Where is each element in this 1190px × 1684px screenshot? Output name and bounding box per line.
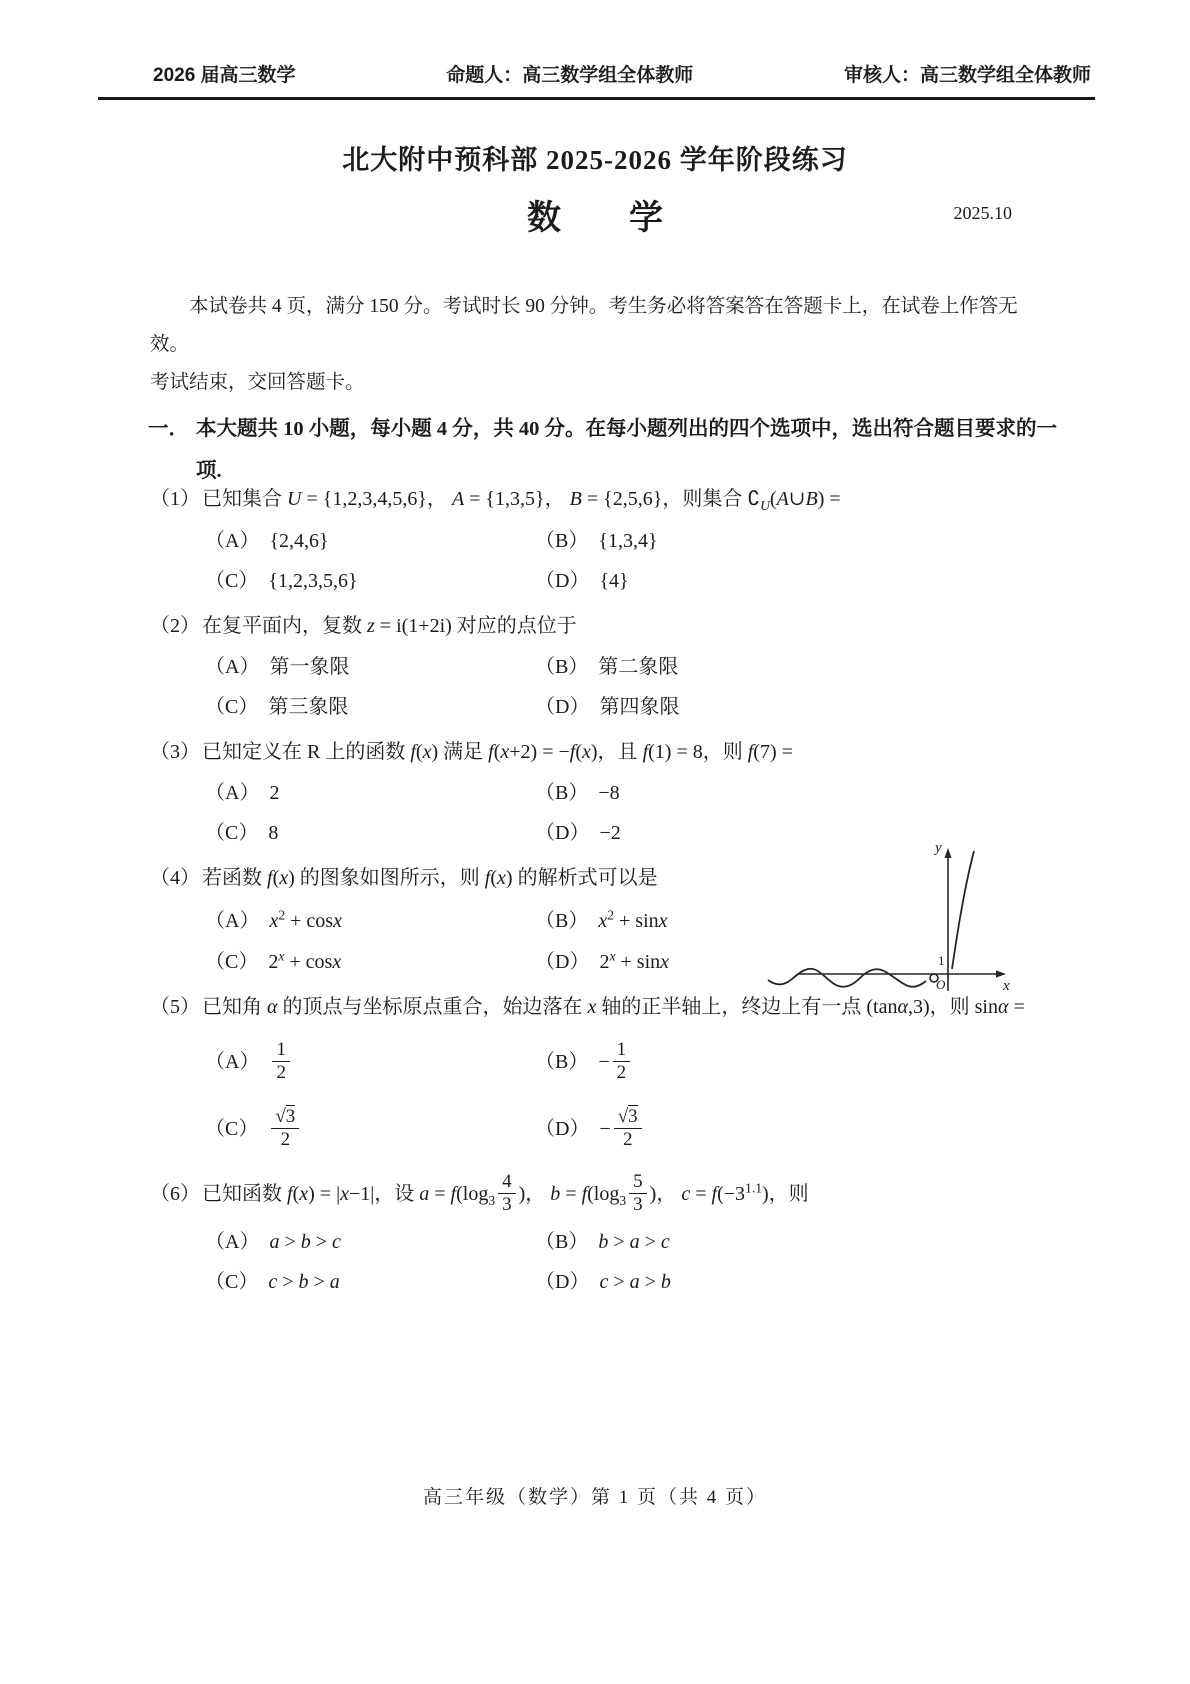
origin-label: O — [936, 977, 946, 992]
question-2-options — [150, 652, 1095, 723]
question-1-stem: （1） 已知集合 U = {1,2,3,4,5,6}， A = {1,3,5}， B = {2,5,6}，则集合 $∁_U(A\cup B)$ = — [150, 484, 1095, 516]
question-6-number: （6） — [150, 1182, 200, 1205]
question-5-options — [150, 1041, 1095, 1152]
q4-function-graph — [758, 839, 1013, 1004]
question-6 — [150, 1170, 1095, 1299]
question-6-stem: （6） 已知函数 f(x) = |x−1|，设 $a = f(\log_3$ $\frac{4}{3}$ )， $b = f(\log_3$ $\frac{5}{3}$ )， $c = f(-3^{1.1})$，则 — [150, 1170, 809, 1215]
question-4-stem: （4） 若函数 f(x) 的图象如图所示，则 f(x) 的解析式可以是 — [150, 863, 1095, 894]
x-axis-label: x — [1003, 978, 1010, 994]
question-3 — [150, 737, 1095, 849]
option-a: （A） a > b > c — [205, 1231, 341, 1254]
option-c: （C） 第三象限 — [205, 696, 349, 719]
option-b: （B） − $\frac{1}{2}$ — [535, 1041, 1095, 1086]
option-c: （C） c > b > a — [205, 1271, 340, 1294]
option-c: （C） 8 — [205, 822, 279, 845]
section-numeral: 一． — [148, 418, 189, 440]
curve-oscillation — [768, 969, 926, 987]
subject-title: 数 学 — [527, 200, 663, 237]
question-5-stem: （5） 已知角 α 的顶点与坐标原点重合，始边落在 x 轴的正半轴上，终边上有一点 (tanα,3)，则 sinα = — [150, 992, 1095, 1023]
option-a: （A） 2 — [205, 782, 280, 805]
header-center: 命题人：高三数学组全体教师 — [446, 65, 694, 86]
notice-line-1: 本试卷共 4 页，满分 150 分。考试时长 90 分钟。考生务必将答案答在答题卡上，在试卷上作答无效。 — [150, 296, 1018, 356]
header-right: 审核人：高三数学组全体教师 — [843, 65, 1091, 86]
option-b: （B） −8 — [535, 782, 620, 805]
option-b: （B） 第二象限 — [535, 656, 679, 679]
question-5-number: （5） — [150, 996, 200, 1019]
page-header — [98, 60, 1095, 100]
page-footer: 高三年级（数学）第 1 页（共 4 页） — [422, 1487, 767, 1508]
option-c: （C） {1,2,3,5,6} — [205, 570, 358, 593]
question-5 — [150, 992, 1095, 1152]
y-axis-label: y — [935, 840, 942, 856]
paper-date: 2025.10 — [953, 203, 1012, 223]
question-4-number: （4） — [150, 867, 200, 890]
exam-notice — [150, 288, 1050, 402]
question-3-number: （3） — [150, 741, 200, 764]
option-c: （C） $\frac{√3}{2}$ — [205, 1108, 535, 1153]
question-1-number: （1） — [150, 488, 200, 510]
option-a: （A） {2,4,6} — [205, 530, 329, 553]
option-a: （A） $x^2 + \cos x$ — [205, 907, 342, 932]
option-d: （D） $2^x + \sin x$ — [535, 948, 670, 974]
question-1-options — [150, 526, 1095, 597]
y-tick-1-label: 1 — [938, 953, 945, 968]
q4-figure-plot — [758, 839, 1013, 1004]
question-2-stem: （2） 在复平面内，复数 z = i(1+2i) 对应的点位于 — [150, 611, 1095, 642]
option-b: （B） b > a > c — [535, 1231, 670, 1254]
option-c: （C） $2^x + \cos x$ — [205, 948, 342, 974]
notice-line-2: 考试结束，交回答题卡。 — [150, 372, 365, 394]
question-2 — [150, 611, 1095, 723]
header-left: 2026 届高三数学 — [153, 65, 296, 86]
y-axis-arrow — [944, 848, 951, 858]
question-1 — [150, 484, 1095, 597]
section-one-heading — [148, 408, 1068, 492]
question-2-number: （2） — [150, 615, 200, 638]
paper-title: 北大附中预科部 2025-2026 学年阶段练习 — [342, 145, 848, 175]
section-text: 本大题共 10 小题，每小题 4 分，共 40 分。在每小题列出的四个选项中，选出符合题目要求的一项. — [196, 418, 1057, 483]
question-6-options — [150, 1227, 1095, 1298]
option-d: （D） − $\frac{√3}{2}$ — [535, 1108, 1095, 1153]
curve-exponential — [952, 851, 974, 969]
x-axis-arrow — [996, 970, 1006, 977]
question-3-stem: （3） 已知定义在 R 上的函数 f(x) 满足 f(x+2) = −f(x)，且 f(1) = 8，则 f(7) = — [150, 737, 1095, 768]
option-a: （A） $\frac{1}{2}$ — [205, 1041, 535, 1086]
option-b: （B） $x^2 + \sin x$ — [535, 907, 668, 932]
option-a: （A） 第一象限 — [205, 656, 350, 679]
option-d: （D） 第四象限 — [535, 696, 680, 719]
option-d: （D） −2 — [535, 822, 621, 845]
option-d: （D） c > a > b — [535, 1271, 671, 1294]
option-b: （B） {1,3,4} — [535, 530, 658, 553]
option-d: （D） {4} — [535, 570, 629, 593]
